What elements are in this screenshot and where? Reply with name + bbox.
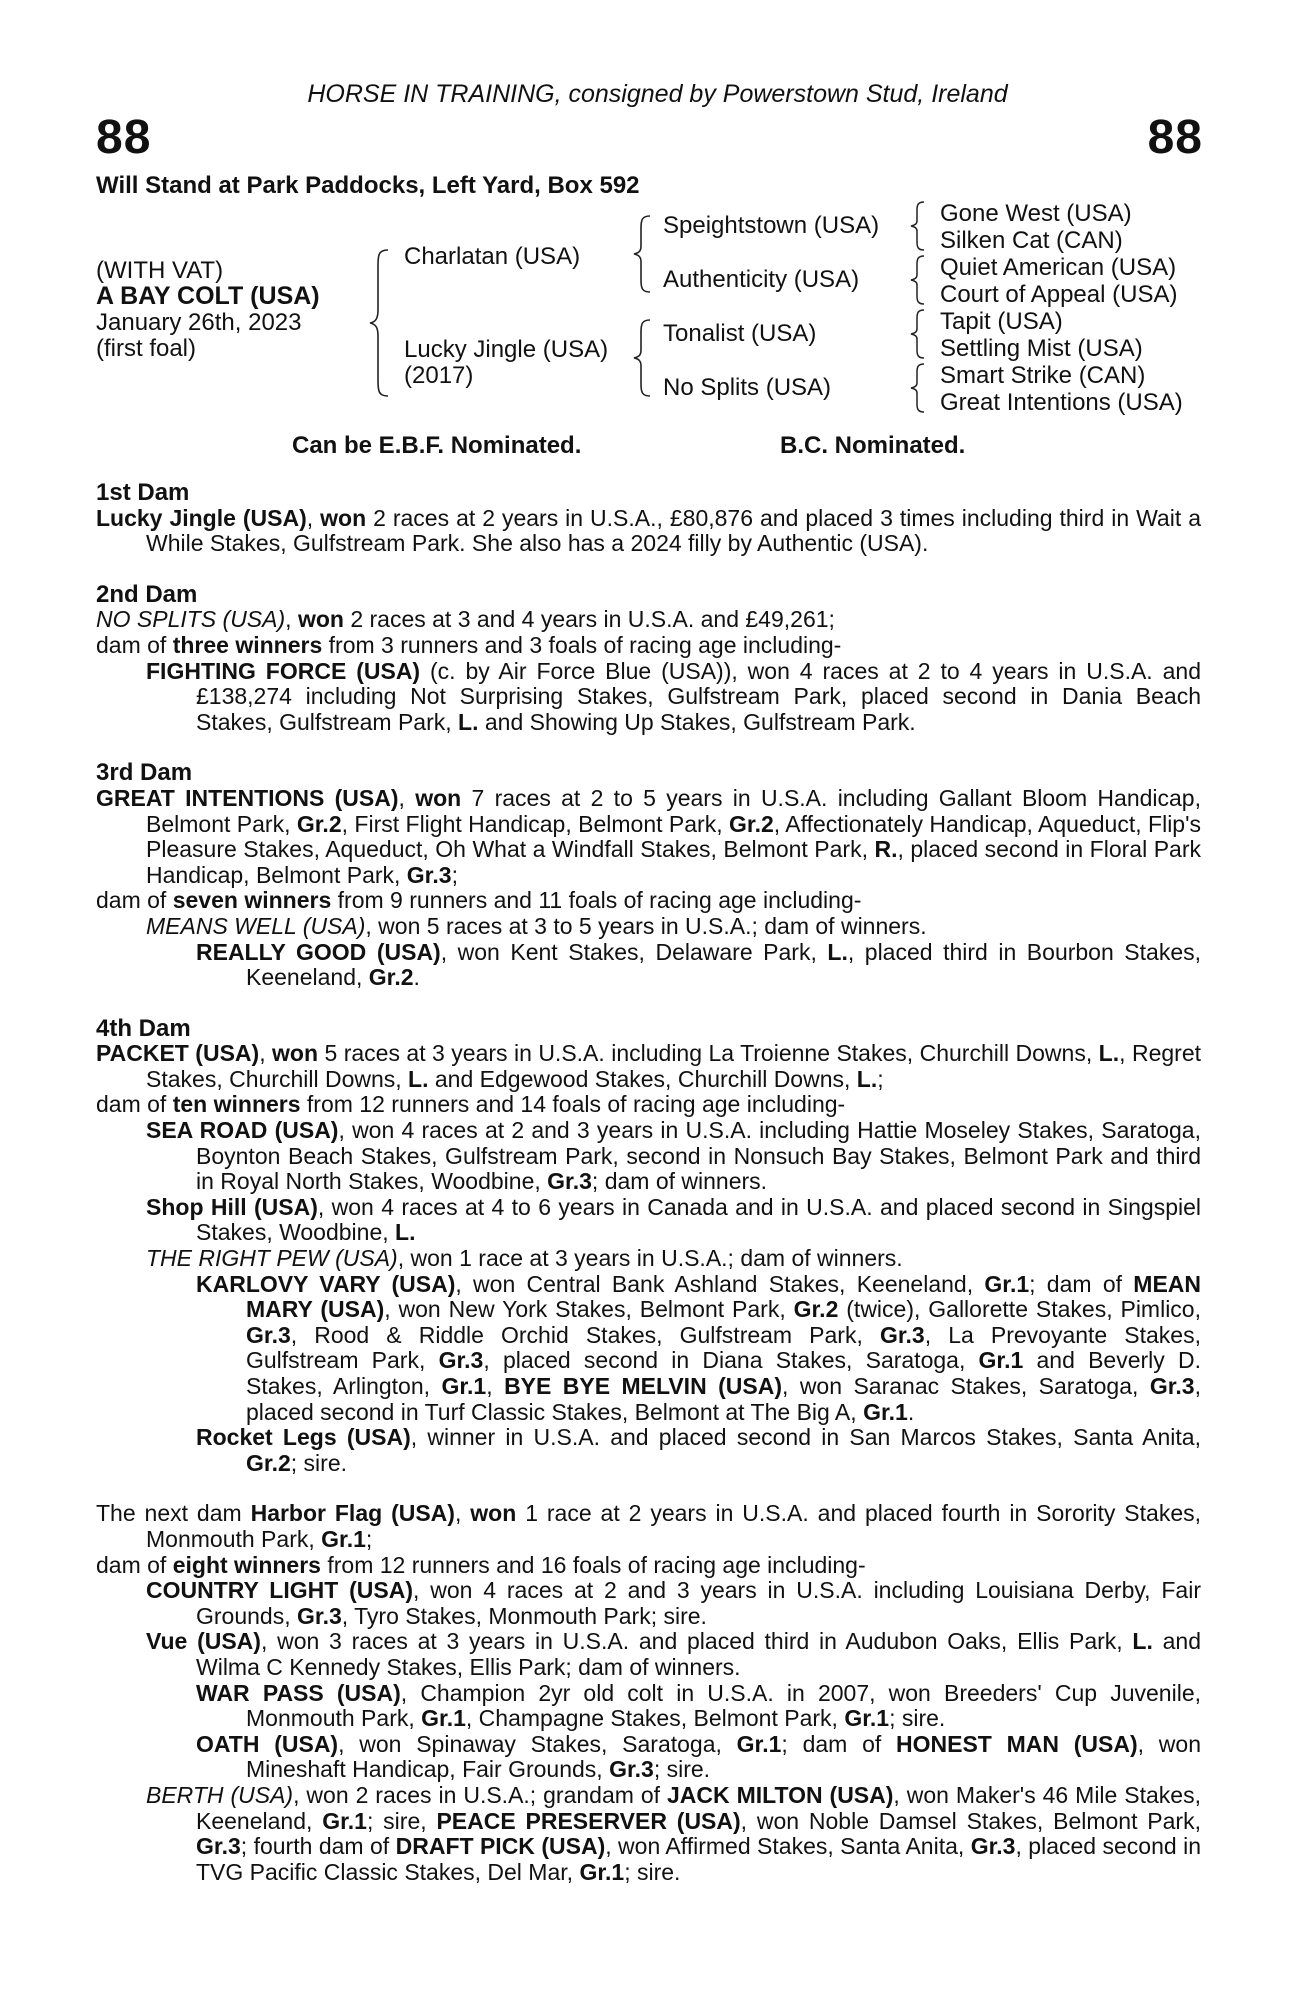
brace-ggp-1 <box>908 200 928 252</box>
third-dam-grandchild: REALLY GOOD (USA), won Kent Stakes, Delaware Park, L., placed third in Bourbon Stakes, Keeneland, Gr.2. <box>196 938 1202 991</box>
next-dam-country-light: COUNTRY LIGHT (USA), won 4 races at 2 and 3 years in U.S.A. including Louisiana Derby, Fair Grounds, Gr.3, Tyro Stakes, Monmouth Park; sire. <box>146 1577 1201 1629</box>
ggp-7: Smart Strike (CAN) <box>940 362 1146 389</box>
catalogue-text <box>96 480 1201 1885</box>
second-dam-entry: NO SPLITS (USA), won 2 races at 3 and 4 years in U.S.A. and £49,261; <box>96 606 835 633</box>
second-dam-produce: dam of three winners from 3 runners and 3 foals of racing age including- <box>96 631 842 658</box>
fourth-dam-karlovy-vary: KARLOVY VARY (USA), won Central Bank Ashland Stakes, Keeneland, Gr.1; dam of MEAN MARY (USA), won New York Stakes, Belmont Park, Gr.2 (twice), Gallorette Stakes, Pimlico, Gr.3, Rood & Riddle Orchid Stakes, Gulfstream Park, Gr.3, La Prevoyante Stakes, Gulfstream Park, Gr.3, placed second in Diana Stakes, Saratoga, Gr.1 and Beverly D. Stakes, Arlington, Gr.1, BYE BYE MELVIN (USA), won Saranac Stakes, Saratoga, Gr.3, placed second in Turf Classic Stakes, Belmont at The Big A, Gr.1. <box>196 1270 1202 1425</box>
next-dam-berth: BERTH (USA), won 2 races in U.S.A.; grandam of JACK MILTON (USA), won Maker's 46 Mile Stakes, Keeneland, Gr.1; sire, PEACE PRESERVER (USA), won Noble Damsel Stakes, Belmont Park, Gr.3; fourth dam of DRAFT PICK (USA), won Affirmed Stakes, Santa Anita, Gr.3, placed second in TVG Pacific Classic Stakes, Del Mar, Gr.1; sire. <box>146 1781 1201 1885</box>
ebf-nomination: Can be E.B.F. Nominated. <box>292 432 582 459</box>
second-dam-heading: 2nd Dam <box>96 580 198 608</box>
brace-sire-line <box>630 214 656 294</box>
brace-ggp-3 <box>908 308 928 360</box>
sire-dam: Authenticity (USA) <box>663 266 860 293</box>
brace-dam-line <box>630 318 656 398</box>
ggp-1: Gone West (USA) <box>940 200 1132 227</box>
fourth-dam-heading: 4th Dam <box>96 1014 191 1042</box>
fourth-dam-sea-road: SEA ROAD (USA), won 4 races at 2 and 3 years in U.S.A. including Hattie Moseley Stakes, Saratoga, Boynton Beach Stakes, Gulfstream Park, second in Nonsuch Bay Stakes, Belmont Park and third in Royal North Stakes, Woodbine, Gr.3; dam of winners. <box>146 1117 1201 1195</box>
ggp-2: Silken Cat (CAN) <box>940 227 1123 254</box>
third-dam-heading: 3rd Dam <box>96 759 193 787</box>
next-dam-entry: The next dam Harbor Flag (USA), won 1 race at 2 years in U.S.A. and placed fourth in Sorority Stakes, Monmouth Park, Gr.1; <box>96 1500 1202 1552</box>
ggp-5: Tapit (USA) <box>940 308 1063 335</box>
stand-location: Will Stand at Park Paddocks, Left Yard, Box 592 <box>96 172 640 199</box>
lot-number-right: 88 <box>1147 111 1203 164</box>
dam-year: (2017) <box>404 362 474 389</box>
sire-sire: Speightstown (USA) <box>663 212 880 239</box>
bc-nomination: B.C. Nominated. <box>780 432 966 459</box>
ggp-4: Court of Appeal (USA) <box>940 281 1178 308</box>
brace-ggp-4 <box>908 362 928 414</box>
first-foal-note: (first foal) <box>96 335 197 362</box>
first-dam-heading: 1st Dam <box>96 479 190 506</box>
dam-dam: No Splits (USA) <box>663 374 832 401</box>
next-dam-war-pass: WAR PASS (USA), Champion 2yr old colt in U.S.A. in 2007, won Breeders' Cup Juvenile, Monmouth Park, Gr.1, Champagne Stakes, Belmont Park, Gr.1; sire. <box>196 1679 1201 1732</box>
lot-number-left: 88 <box>96 111 152 164</box>
third-dam-daughter: MEANS WELL (USA), won 5 races at 3 to 5 years in U.S.A.; dam of winners. <box>146 912 927 939</box>
ggp-3: Quiet American (USA) <box>940 254 1177 281</box>
foaling-date: January 26th, 2023 <box>96 309 302 336</box>
next-dam-oath: OATH (USA), won Spinaway Stakes, Saratoga, Gr.1; dam of HONEST MAN (USA), won Mineshaft Handicap, Fair Grounds, Gr.3; sire. <box>196 1730 1201 1783</box>
second-dam-winner: FIGHTING FORCE (USA) (c. by Air Force Blue (USA)), won 4 races at 2 to 4 years in U.S.A. and £138,274 including Not Surprising Stakes, Gulfstream Park, placed second in Dania Beach Stakes, Gulfstream Park, L. and Showing Up Stakes, Gulfstream Park. <box>146 657 1201 735</box>
sire-name: Charlatan (USA) <box>404 243 581 270</box>
fourth-dam-entry: PACKET (USA), won 5 races at 3 years in U.S.A. including La Troienne Stakes, Churchill Downs, L., Regret Stakes, Churchill Downs, L. and Edgewood Stakes, Churchill Downs, L.; <box>96 1040 1201 1092</box>
third-dam-produce: dam of seven winners from 9 runners and 11 foals of racing age including- <box>96 887 862 914</box>
vat-note: (WITH VAT) <box>96 257 224 284</box>
next-dam-produce: dam of eight winners from 12 runners and 16 foals of racing age including- <box>96 1551 866 1578</box>
fourth-dam-shop-hill: Shop Hill (USA), won 4 races at 4 to 6 years in Canada and in U.S.A. and placed second in Singspiel Stakes, Woodbine, L. <box>146 1193 1202 1246</box>
ggp-6: Settling Mist (USA) <box>940 335 1143 362</box>
fourth-dam-rocket-legs: Rocket Legs (USA), winner in U.S.A. and placed second in San Marcos Stakes, Santa Anita, Gr.2; sire. <box>196 1424 1201 1476</box>
next-dam-vue: Vue (USA), won 3 races at 3 years in U.S.A. and placed third in Audubon Oaks, Ellis Park, L. and Wilma C Kennedy Stakes, Ellis Park; dam of winners. <box>146 1628 1201 1680</box>
brace-generation-1 <box>366 248 396 398</box>
fourth-dam-right-pew: THE RIGHT PEW (USA), won 1 race at 3 years in U.S.A.; dam of winners. <box>146 1245 903 1272</box>
fourth-dam-produce: dam of ten winners from 12 runners and 14 foals of racing age including- <box>96 1091 846 1118</box>
subject-name: A BAY COLT (USA) <box>96 282 320 310</box>
dam-sire: Tonalist (USA) <box>663 320 817 347</box>
brace-ggp-2 <box>908 254 928 306</box>
ggp-8: Great Intentions (USA) <box>940 389 1183 416</box>
first-dam-entry: Lucky Jingle (USA), won 2 races at 2 years in U.S.A., £80,876 and placed 3 times including third in Wait a While Stakes, Gulfstream Park. She also has a 2024 filly by Authentic (USA). <box>96 504 1201 557</box>
consignment-header: HORSE IN TRAINING, consigned by Powerstown Stud, Ireland <box>307 80 1008 108</box>
third-dam-entry: GREAT INTENTIONS (USA), won 7 races at 2 to 5 years in U.S.A. including Gallant Bloom Handicap, Belmont Park, Gr.2, First Flight Handicap, Belmont Park, Gr.2, Affectionately Handicap, Aqueduct, Flip's Pleasure Stakes, Aqueduct, Oh What a Windfall Stakes, Belmont Park, R., placed second in Floral Park Handicap, Belmont Park, Gr.3; <box>96 784 1201 888</box>
dam-name: Lucky Jingle (USA) <box>404 336 609 363</box>
